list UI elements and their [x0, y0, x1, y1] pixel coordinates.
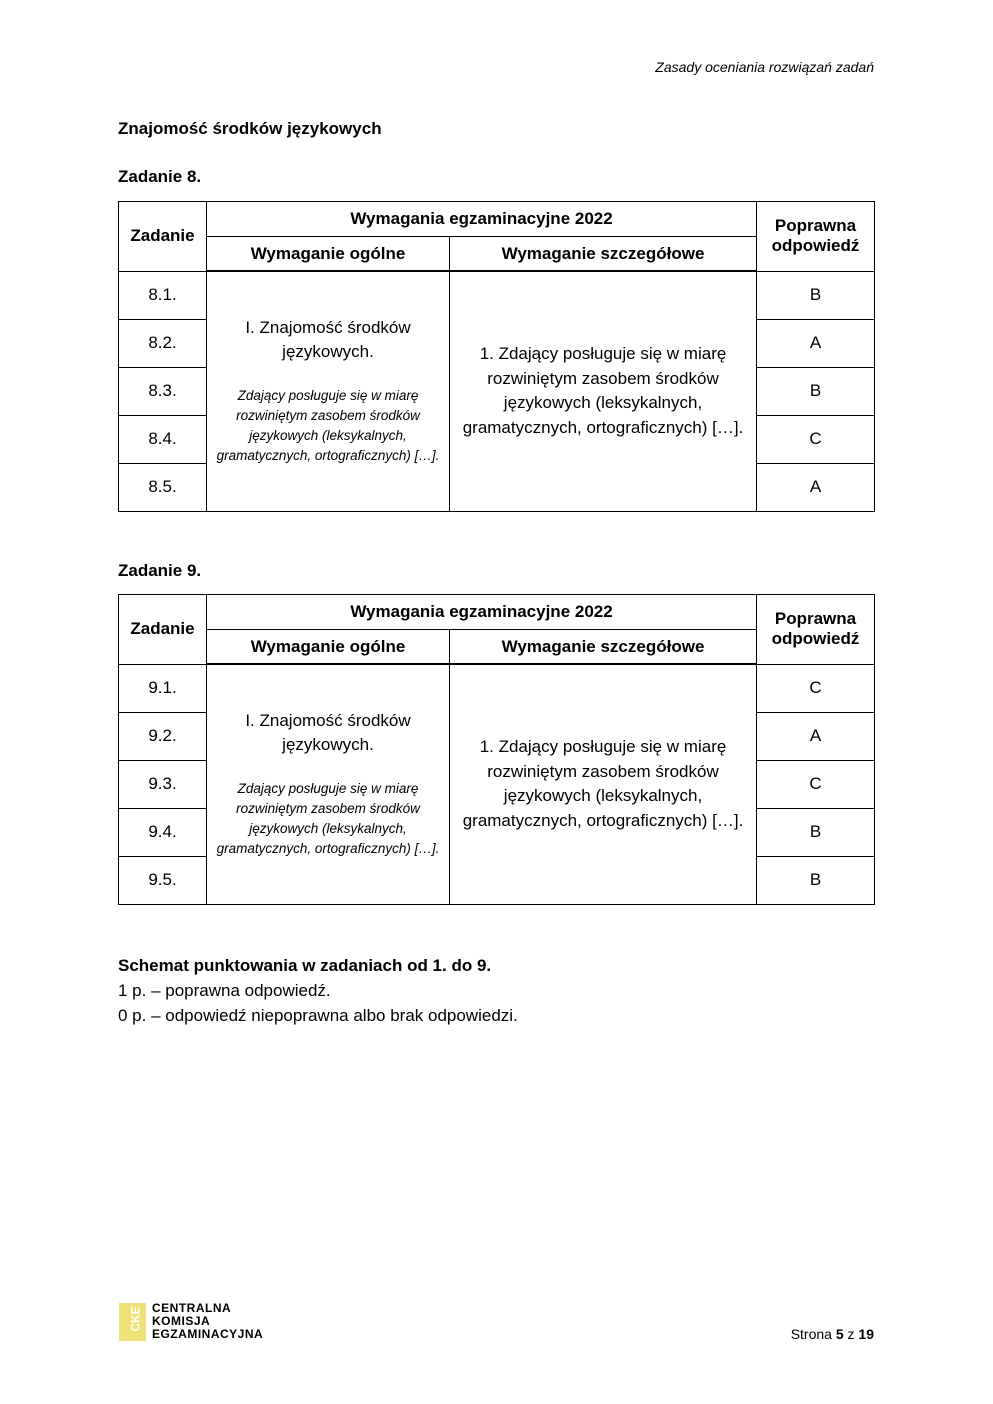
task-id: 9.3. — [119, 760, 207, 808]
header-zadanie: Zadanie — [119, 595, 207, 665]
header-odpowiedz — [757, 202, 875, 272]
running-header: Zasady oceniania rozwiązań zadań — [655, 59, 874, 75]
page-prefix: Strona — [790, 1326, 832, 1342]
cke-logo-mark-icon: CKE — [119, 1303, 146, 1341]
page-sep: z — [847, 1326, 855, 1342]
task-id: 8.3. — [119, 367, 207, 415]
table-row — [119, 271, 875, 319]
task-id: 9.2. — [119, 712, 207, 760]
cke-logo-text: CENTRALNA KOMISJA EGZAMINACYJNA — [152, 1301, 264, 1341]
header-wymagania: Wymagania egzaminacyjne 2022 — [207, 595, 757, 630]
general-requirement-detail: Zdający posługuje się w miarę rozwiniętym zasobem środków językowych (leksykalnych, gramatycznych, ortograficznych) […]. — [216, 781, 440, 857]
task-8-title: Zadanie 8. — [118, 167, 202, 186]
answer: A — [757, 712, 875, 760]
answer: B — [757, 808, 875, 856]
header-odpowiedz-line2: odpowiedź — [771, 629, 860, 649]
header-odpowiedz-line1: Poprawna — [774, 609, 857, 629]
task-id: 9.1. — [119, 664, 207, 712]
task-id: 9.4. — [119, 808, 207, 856]
answer: C — [757, 760, 875, 808]
header-wymagania: Wymagania egzaminacyjne 2022 — [207, 202, 757, 237]
page-total: 19 — [858, 1326, 874, 1342]
section-title: Znajomość środków językowych — [118, 119, 382, 138]
answer: A — [757, 463, 875, 511]
answer: A — [757, 319, 875, 367]
answer: B — [757, 367, 875, 415]
general-requirement — [207, 664, 450, 904]
answer: C — [757, 415, 875, 463]
page-number — [791, 1326, 874, 1342]
general-requirement-detail: Zdający posługuje się w miarę rozwiniętym zasobem środków językowych (leksykalnych, gramatycznych, ortograficznych) […]. — [216, 388, 440, 464]
general-requirement-main: I. Znajomość środków językowych. — [245, 318, 411, 362]
task-9-table — [118, 594, 875, 905]
task-id: 9.5. — [119, 856, 207, 904]
scoring-rule-1: 1 p. – poprawna odpowiedź. — [118, 981, 331, 1000]
header-odpowiedz — [757, 595, 875, 665]
table-row — [119, 664, 875, 712]
general-requirement-main: I. Znajomość środków językowych. — [245, 711, 411, 755]
scoring-scheme-title: Schemat punktowania w zadaniach od 1. do 9. — [118, 956, 492, 975]
header-odpowiedz-line1: Poprawna — [774, 216, 857, 236]
header-szczegolowe: Wymaganie szczegółowe — [450, 630, 757, 665]
task-id: 8.5. — [119, 463, 207, 511]
general-requirement — [207, 271, 450, 511]
task-id: 8.2. — [119, 319, 207, 367]
scoring-scheme — [118, 953, 518, 1028]
task-8-table — [118, 201, 875, 512]
specific-requirement: 1. Zdający posługuje się w miarę rozwiniętym zasobem środków językowych (leksykalnych, gramatycznych, ortograficznych) […]. — [450, 664, 757, 904]
header-zadanie: Zadanie — [119, 202, 207, 272]
header-szczegolowe: Wymaganie szczegółowe — [450, 237, 757, 272]
answer: C — [757, 664, 875, 712]
task-9-title: Zadanie 9. — [118, 561, 202, 580]
header-ogolne: Wymaganie ogólne — [207, 630, 450, 665]
header-odpowiedz-line2: odpowiedź — [771, 236, 860, 256]
page-current: 5 — [835, 1326, 844, 1342]
task-id: 8.4. — [119, 415, 207, 463]
cke-logo — [119, 1302, 263, 1341]
specific-requirement: 1. Zdający posługuje się w miarę rozwiniętym zasobem środków językowych (leksykalnych, gramatycznych, ortograficznych) […]. — [450, 271, 757, 511]
header-ogolne: Wymaganie ogólne — [207, 237, 450, 272]
answer: B — [757, 271, 875, 319]
answer: B — [757, 856, 875, 904]
scoring-rule-0: 0 p. – odpowiedź niepoprawna albo brak odpowiedzi. — [118, 1006, 518, 1025]
task-id: 8.1. — [119, 271, 207, 319]
